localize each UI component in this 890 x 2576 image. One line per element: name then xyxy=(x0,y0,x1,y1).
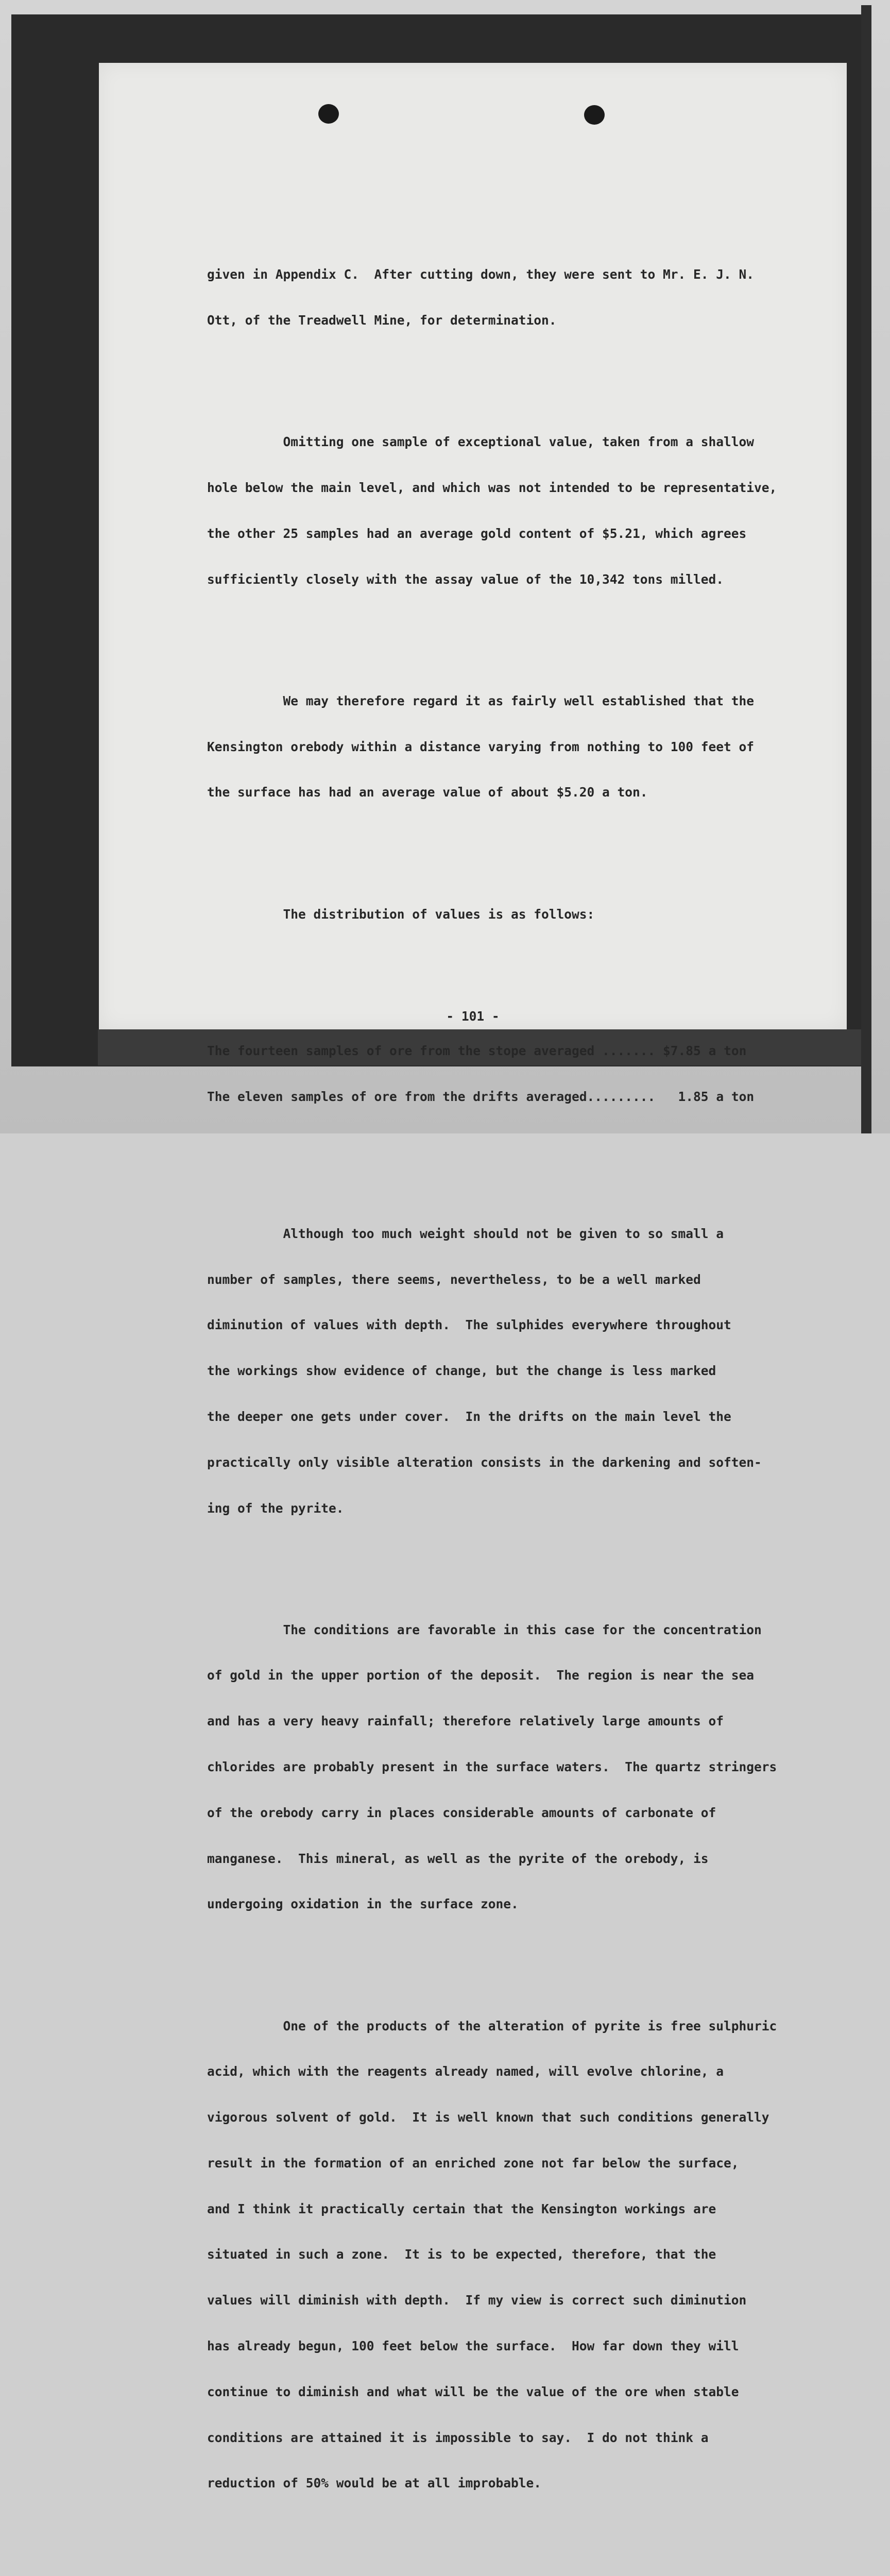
text-line: of gold in the upper portion of the deposit. The region is near the sea xyxy=(207,1668,755,1683)
distribution-unit: a ton xyxy=(716,1089,755,1105)
text-line: One of the products of the alteration of pyrite is free sulphuric xyxy=(207,2018,777,2033)
text-line: practically only visible alteration consists in the darkening and soften- xyxy=(207,1454,762,1470)
text-line: manganese. This mineral, as well as the pyrite of the orebody, is xyxy=(207,1851,709,1866)
text-line: and has a very heavy rainfall; therefore relatively large amounts of xyxy=(207,1714,724,1729)
paragraph xyxy=(207,1988,799,2521)
text-line: the deeper one gets under cover. In the drifts on the main level the xyxy=(207,1409,731,1424)
document-page xyxy=(99,63,847,2491)
text-line: vigorous solvent of gold. It is well known that such conditions generally xyxy=(207,2110,769,2125)
text-line: conditions are attained it is impossible to say. I do not think a xyxy=(207,2430,709,2445)
text-line: ing of the pyrite. xyxy=(207,1500,344,1516)
text-line: hole below the main level, and which was not intended to be representative, xyxy=(207,480,777,496)
text-line: has already begun, 100 feet below the surface. How far down they will xyxy=(207,2338,739,2353)
text-line: number of samples, there seems, nevertheless, to be a well marked xyxy=(207,1272,701,1287)
punch-hole-right xyxy=(584,105,605,125)
distribution-value: $7.85 xyxy=(663,1043,701,1059)
distribution-value: 1.85 xyxy=(670,1089,709,1105)
text-line: the workings show evidence of change, but the change is less marked xyxy=(207,1363,716,1379)
text-line: undergoing oxidation in the surface zone. xyxy=(207,1896,519,1912)
paragraph xyxy=(207,1196,799,1547)
text-line: acid, which with the reagents already named, will evolve chlorine, a xyxy=(207,2064,724,2079)
text-line: situated in such a zone. It is to be expected, therefore, that the xyxy=(207,2247,716,2262)
text-line: The conditions are favorable in this case for the concentration xyxy=(207,1622,762,1637)
paragraph xyxy=(207,404,799,617)
distribution-row xyxy=(207,1043,799,1059)
text-line: the surface has had an average value of about $5.20 a ton. xyxy=(207,785,648,800)
distribution-label: The fourteen samples of ore from the stope averaged ....... xyxy=(207,1043,656,1059)
distribution-row xyxy=(207,1089,799,1105)
page-number: - 101 - xyxy=(446,1009,500,1024)
distribution-table xyxy=(207,1013,799,1135)
text-line: and I think it practically certain that the Kensington workings are xyxy=(207,2201,716,2216)
text-line: diminution of values with depth. The sulphides everywhere throughout xyxy=(207,1317,731,1333)
scanner-edge xyxy=(861,5,871,1133)
text-line: Ott, of the Treadwell Mine, for determination. xyxy=(207,313,557,328)
paragraph xyxy=(207,876,799,952)
text-line: The distribution of values is as follows: xyxy=(207,906,595,922)
paragraph xyxy=(207,663,799,831)
punch-hole-left xyxy=(318,104,339,124)
paragraph xyxy=(207,1591,799,1942)
text-line: Omitting one sample of exceptional value, taken from a shallow xyxy=(207,434,755,450)
document-body xyxy=(207,206,799,2576)
text-line: sufficiently closely with the assay value of the 10,342 tons milled. xyxy=(207,571,724,587)
text-line: continue to diminish and what will be the value of the ore when stable xyxy=(207,2384,739,2399)
text-line: result in the formation of an enriched zone not far below the surface, xyxy=(207,2155,739,2171)
distribution-label: The eleven samples of ore from the drifts averaged......... xyxy=(207,1089,656,1105)
text-line: given in Appendix C. After cutting down, they were sent to Mr. E. J. N. xyxy=(207,267,755,282)
paragraph xyxy=(207,2567,799,2576)
text-line: the other 25 samples had an average gold content of $5.21, which agrees xyxy=(207,526,747,541)
text-line: chlorides are probably present in the surface waters. The quartz stringers xyxy=(207,1759,777,1774)
text-line: Kensington orebody within a distance varying from nothing to 100 feet of xyxy=(207,739,755,754)
text-line: values will diminish with depth. If my view is correct such diminution xyxy=(207,2293,747,2308)
text-line: Although too much weight should not be given to so small a xyxy=(207,1226,724,1241)
text-line: reduction of 50% would be at all improbable. xyxy=(207,2476,542,2491)
paragraph xyxy=(207,236,799,359)
distribution-unit: a ton xyxy=(708,1043,747,1059)
text-line: of the orebody carry in places considerable amounts of carbonate of xyxy=(207,1805,716,1820)
text-line: We may therefore regard it as fairly well established that the xyxy=(207,693,755,708)
